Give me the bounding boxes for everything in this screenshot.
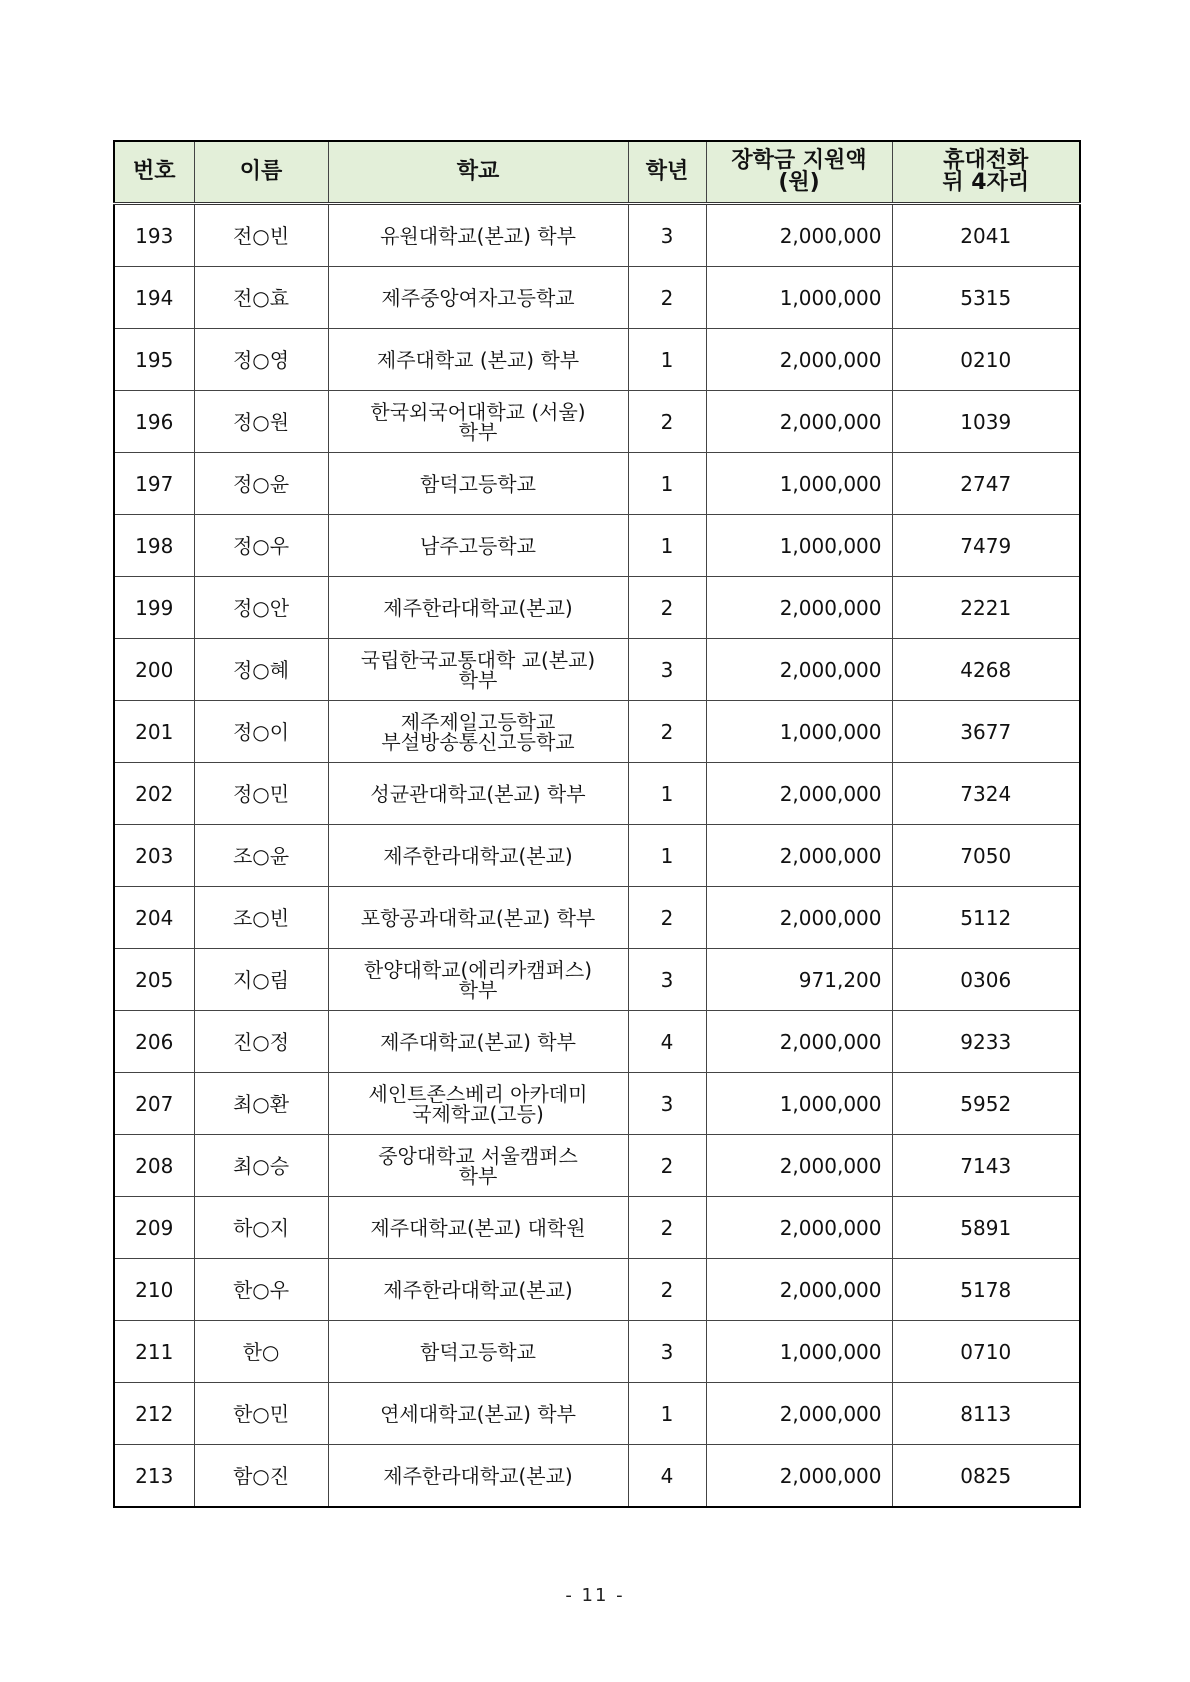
- cell-no: 212: [114, 1383, 194, 1445]
- cell-grade: 3: [628, 1073, 706, 1135]
- cell-phone: 0306: [892, 949, 1080, 1011]
- table-row: [114, 949, 1080, 1011]
- cell-name: 진○정: [194, 1011, 328, 1073]
- cell-phone: 2747: [892, 453, 1080, 515]
- cell-name: 정○민: [194, 763, 328, 825]
- cell-school-line2: 학부: [458, 977, 498, 1002]
- cell-school: [328, 577, 628, 639]
- cell-amount: 2,000,000: [706, 887, 892, 949]
- cell-amount: 2,000,000: [706, 763, 892, 825]
- cell-name: 지○림: [194, 949, 328, 1011]
- table-row: [114, 825, 1080, 887]
- table-row: [114, 267, 1080, 329]
- header-grade: 학년: [628, 141, 706, 204]
- cell-school-line1: 제주한라대학교(본교): [383, 1463, 573, 1488]
- cell-school-line1: 세인트존스베리 아카데미: [368, 1081, 588, 1106]
- cell-school: [328, 1073, 628, 1135]
- cell-no: 202: [114, 763, 194, 825]
- cell-amount: 2,000,000: [706, 639, 892, 701]
- cell-amount: 2,000,000: [706, 577, 892, 639]
- cell-school-line1: 남주고등학교: [420, 533, 536, 558]
- cell-school: [328, 515, 628, 577]
- header-school: 학교: [328, 141, 628, 204]
- table-row: [114, 887, 1080, 949]
- scholarship-table: [113, 140, 1081, 1508]
- cell-name: 조○빈: [194, 887, 328, 949]
- cell-school-line1: 제주대학교 (본교) 학부: [376, 347, 580, 372]
- cell-grade: 2: [628, 1197, 706, 1259]
- cell-grade: 1: [628, 825, 706, 887]
- cell-phone: 4268: [892, 639, 1080, 701]
- cell-phone: 7479: [892, 515, 1080, 577]
- cell-school-line2: 학부: [458, 419, 498, 444]
- cell-grade: 2: [628, 701, 706, 763]
- table-row: [114, 1011, 1080, 1073]
- cell-school-line1: 연세대학교(본교) 학부: [380, 1401, 576, 1426]
- cell-name: 한○: [194, 1321, 328, 1383]
- header-amount-line2: (원): [778, 170, 820, 195]
- cell-phone: 5112: [892, 887, 1080, 949]
- cell-school-line1: 제주대학교(본교) 학부: [380, 1029, 576, 1054]
- table-row: [114, 1445, 1080, 1508]
- cell-school-line1: 제주제일고등학교: [400, 709, 556, 734]
- cell-amount: 1,000,000: [706, 453, 892, 515]
- cell-school-line1: 함덕고등학교: [420, 1339, 536, 1364]
- table-row: [114, 639, 1080, 701]
- cell-name: 최○승: [194, 1135, 328, 1197]
- cell-school-line1: 성균관대학교(본교) 학부: [370, 781, 586, 806]
- cell-school: [328, 1197, 628, 1259]
- table-row: [114, 1383, 1080, 1445]
- cell-school-line1: 한국외국어대학교 (서울): [370, 399, 586, 424]
- cell-school: [328, 701, 628, 763]
- cell-school: [328, 949, 628, 1011]
- table-row: [114, 1259, 1080, 1321]
- cell-phone: 7324: [892, 763, 1080, 825]
- cell-name: 한○우: [194, 1259, 328, 1321]
- cell-no: 196: [114, 391, 194, 453]
- cell-school: [328, 887, 628, 949]
- cell-no: 195: [114, 329, 194, 391]
- cell-no: 198: [114, 515, 194, 577]
- cell-phone: 0710: [892, 1321, 1080, 1383]
- cell-amount: 2,000,000: [706, 1011, 892, 1073]
- cell-grade: 4: [628, 1445, 706, 1508]
- cell-school-line1: 유원대학교(본교) 학부: [380, 223, 576, 248]
- cell-school: [328, 1383, 628, 1445]
- header-row: [114, 141, 1080, 204]
- cell-amount: 1,000,000: [706, 267, 892, 329]
- cell-amount: 1,000,000: [706, 1321, 892, 1383]
- cell-no: 199: [114, 577, 194, 639]
- cell-no: 197: [114, 453, 194, 515]
- cell-no: 205: [114, 949, 194, 1011]
- cell-name: 전○빈: [194, 204, 328, 267]
- cell-grade: 2: [628, 1259, 706, 1321]
- cell-phone: 5178: [892, 1259, 1080, 1321]
- cell-school: [328, 1445, 628, 1508]
- table-row: [114, 453, 1080, 515]
- table-row: [114, 1073, 1080, 1135]
- cell-no: 194: [114, 267, 194, 329]
- cell-grade: 1: [628, 515, 706, 577]
- table-header: [114, 141, 1080, 204]
- cell-school: [328, 1321, 628, 1383]
- table-row: [114, 701, 1080, 763]
- cell-amount: 1,000,000: [706, 701, 892, 763]
- table-row: [114, 1321, 1080, 1383]
- cell-grade: 2: [628, 391, 706, 453]
- cell-name: 정○우: [194, 515, 328, 577]
- cell-grade: 2: [628, 887, 706, 949]
- cell-amount: 2,000,000: [706, 204, 892, 267]
- cell-no: 207: [114, 1073, 194, 1135]
- header-phone-line1: 휴대전화: [943, 148, 1029, 173]
- cell-school-line1: 제주한라대학교(본교): [383, 843, 573, 868]
- cell-school: [328, 329, 628, 391]
- cell-grade: 3: [628, 639, 706, 701]
- cell-school-line1: 포항공과대학교(본교) 학부: [360, 905, 596, 930]
- cell-school-line2: 학부: [458, 667, 498, 692]
- cell-school: [328, 453, 628, 515]
- cell-name: 정○혜: [194, 639, 328, 701]
- cell-school-line1: 함덕고등학교: [420, 471, 536, 496]
- cell-school-line1: 한양대학교(에리카캠퍼스): [363, 957, 593, 982]
- table-row: [114, 577, 1080, 639]
- cell-school: [328, 204, 628, 267]
- cell-phone: 5891: [892, 1197, 1080, 1259]
- cell-school: [328, 1135, 628, 1197]
- cell-no: 209: [114, 1197, 194, 1259]
- cell-no: 213: [114, 1445, 194, 1508]
- cell-school-line2: 학부: [458, 1163, 498, 1188]
- cell-name: 정○안: [194, 577, 328, 639]
- cell-phone: 1039: [892, 391, 1080, 453]
- cell-phone: 0210: [892, 329, 1080, 391]
- cell-school-line2: 부설방송통신고등학교: [381, 729, 575, 754]
- cell-school: [328, 639, 628, 701]
- cell-phone: 2221: [892, 577, 1080, 639]
- cell-name: 함○진: [194, 1445, 328, 1508]
- cell-name: 조○윤: [194, 825, 328, 887]
- cell-name: 전○효: [194, 267, 328, 329]
- cell-school-line1: 중앙대학교 서울캠퍼스: [378, 1143, 578, 1168]
- cell-school-line1: 제주대학교(본교) 대학원: [370, 1215, 586, 1240]
- cell-name: 최○환: [194, 1073, 328, 1135]
- cell-amount: 2,000,000: [706, 1197, 892, 1259]
- cell-amount: 2,000,000: [706, 1135, 892, 1197]
- cell-grade: 2: [628, 267, 706, 329]
- cell-school-line2: 국제학교(고등): [412, 1101, 544, 1126]
- table-row: [114, 763, 1080, 825]
- cell-name: 정○원: [194, 391, 328, 453]
- cell-school-line1: 제주한라대학교(본교): [383, 1277, 573, 1302]
- cell-amount: 1,000,000: [706, 515, 892, 577]
- cell-grade: 1: [628, 763, 706, 825]
- cell-no: 200: [114, 639, 194, 701]
- cell-phone: 5952: [892, 1073, 1080, 1135]
- header-name: 이름: [194, 141, 328, 204]
- table-row: [114, 1135, 1080, 1197]
- header-phone-line2: 뒤 4자리: [942, 170, 1030, 195]
- cell-amount: 2,000,000: [706, 329, 892, 391]
- table-row: [114, 329, 1080, 391]
- table-row: [114, 391, 1080, 453]
- cell-no: 206: [114, 1011, 194, 1073]
- page-number: - 11 -: [565, 1585, 625, 1606]
- cell-name: 하○지: [194, 1197, 328, 1259]
- cell-school-line1: 국립한국교통대학 교(본교): [360, 647, 596, 672]
- cell-school: [328, 825, 628, 887]
- header-amount: [706, 141, 892, 204]
- cell-name: 한○민: [194, 1383, 328, 1445]
- cell-name: 정○이: [194, 701, 328, 763]
- cell-grade: 1: [628, 453, 706, 515]
- cell-grade: 3: [628, 1321, 706, 1383]
- cell-school: [328, 1011, 628, 1073]
- cell-phone: 7050: [892, 825, 1080, 887]
- cell-grade: 3: [628, 949, 706, 1011]
- cell-amount: 971,200: [706, 949, 892, 1011]
- cell-no: 208: [114, 1135, 194, 1197]
- table-body: [114, 204, 1080, 1508]
- cell-phone: 9233: [892, 1011, 1080, 1073]
- cell-phone: 3677: [892, 701, 1080, 763]
- cell-grade: 2: [628, 1135, 706, 1197]
- header-phone: [892, 141, 1080, 204]
- cell-grade: 3: [628, 204, 706, 267]
- cell-grade: 1: [628, 329, 706, 391]
- cell-phone: 7143: [892, 1135, 1080, 1197]
- cell-phone: 0825: [892, 1445, 1080, 1508]
- cell-no: 201: [114, 701, 194, 763]
- table-row: [114, 1197, 1080, 1259]
- cell-school: [328, 391, 628, 453]
- cell-school: [328, 1259, 628, 1321]
- cell-school: [328, 267, 628, 329]
- cell-amount: 2,000,000: [706, 1445, 892, 1508]
- cell-grade: 1: [628, 1383, 706, 1445]
- cell-grade: 2: [628, 577, 706, 639]
- table-row: [114, 204, 1080, 267]
- cell-amount: 2,000,000: [706, 1383, 892, 1445]
- cell-no: 204: [114, 887, 194, 949]
- cell-no: 193: [114, 204, 194, 267]
- cell-phone: 5315: [892, 267, 1080, 329]
- cell-no: 210: [114, 1259, 194, 1321]
- cell-amount: 1,000,000: [706, 1073, 892, 1135]
- table-row: [114, 515, 1080, 577]
- cell-school: [328, 763, 628, 825]
- cell-phone: 2041: [892, 204, 1080, 267]
- cell-name: 정○영: [194, 329, 328, 391]
- header-no: 번호: [114, 141, 194, 204]
- cell-school-line1: 제주한라대학교(본교): [383, 595, 573, 620]
- cell-phone: 8113: [892, 1383, 1080, 1445]
- cell-no: 203: [114, 825, 194, 887]
- cell-amount: 2,000,000: [706, 391, 892, 453]
- cell-no: 211: [114, 1321, 194, 1383]
- cell-amount: 2,000,000: [706, 1259, 892, 1321]
- cell-grade: 4: [628, 1011, 706, 1073]
- cell-school-line1: 제주중앙여자고등학교: [381, 285, 575, 310]
- cell-name: 정○윤: [194, 453, 328, 515]
- cell-amount: 2,000,000: [706, 825, 892, 887]
- header-amount-line1: 장학금 지원액: [731, 148, 867, 173]
